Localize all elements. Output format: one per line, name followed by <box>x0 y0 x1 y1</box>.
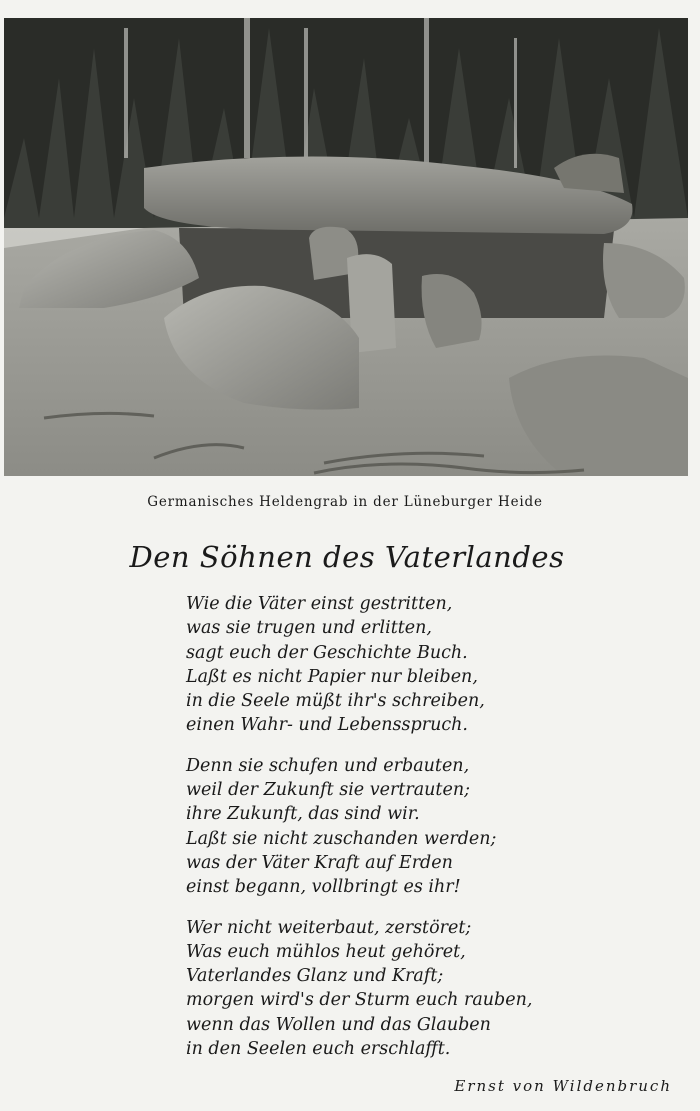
poem-line: morgen wird's der Sturm euch rauben, <box>186 990 533 1011</box>
poem-body <box>186 592 666 1077</box>
photo-caption: Germanisches Heldengrab in der Lüneburger Heide <box>147 494 543 510</box>
poem-line: weil der Zukunft sie vertrauten; <box>186 780 470 801</box>
poem-line: Denn sie schufen und erbauten, <box>186 755 470 776</box>
poem-line: Vaterlandes Glanz und Kraft; <box>186 966 444 987</box>
stanza-1 <box>186 592 666 738</box>
poem-line: ihre Zukunft, das sind wir. <box>186 804 420 825</box>
poem-line: einen Wahr- und Lebensspruch. <box>186 715 468 736</box>
poem-line: Laßt es nicht Papier nur bleiben, <box>186 666 478 687</box>
poem-line: sagt euch der Geschichte Buch. <box>186 642 468 663</box>
poem-line: was sie trugen und erlitten, <box>186 618 432 639</box>
poem-line: was der Väter Kraft auf Erden <box>186 852 453 873</box>
poem-title: Den Söhnen des Vaterlandes <box>129 540 565 574</box>
poem-line: Wie die Väter einst gestritten, <box>186 594 453 614</box>
poem-line: einst begann, vollbringt es ihr! <box>186 877 461 898</box>
stanza-2 <box>186 754 666 900</box>
stanza-3 <box>186 916 666 1062</box>
poem-line: Wer nicht weiterbaut, zerstöret; <box>186 917 472 938</box>
dolmen-image <box>4 18 688 476</box>
poem-line: in den Seelen euch erschlafft. <box>186 1039 451 1060</box>
poem-author: Ernst von Wildenbruch <box>454 1077 672 1095</box>
poem-line: Laßt sie nicht zuschanden werden; <box>186 828 497 849</box>
poem-line: wenn das Wollen und das Glauben <box>186 1014 491 1035</box>
poem-line: in die Seele müßt ihr's schreiben, <box>186 691 485 712</box>
dolmen-photo <box>4 18 688 476</box>
poem-line: Was euch mühlos heut gehöret, <box>186 941 466 962</box>
